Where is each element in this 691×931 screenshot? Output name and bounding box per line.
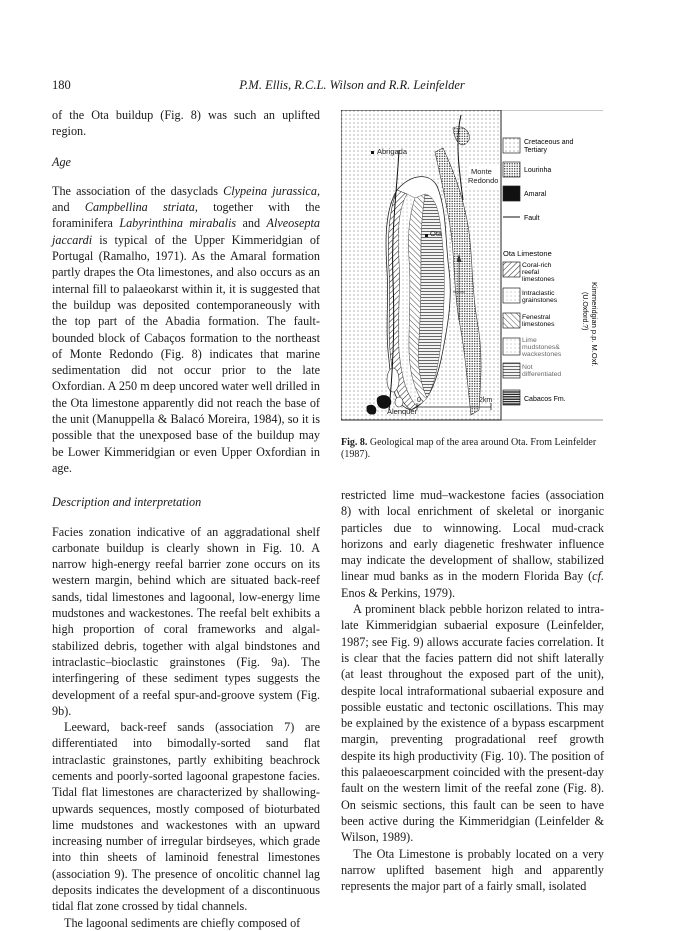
running-authors: P.M. Ellis, R.C.L. Wilson and R.R. Leinfelder [239,78,465,92]
place-alenquer: Alenquer [387,407,418,416]
place-ota: Ota [430,229,443,238]
legend-intraclastic-2: grainstones [522,297,558,304]
right-paragraph-2: A prominent black pebble horizon related to intra-late Kimmeridgian subaerial exposure (Leinfelder, 1987; see Fig. 9) allows accurate facies correlation. It is clear that the facies pattern did not shift laterally (at least throughout the exposed part of the unit), despite local intraformational subaerial exposure and possible eustatic and tectonic oscillations. This may be explained by the existence of a bypass escarpment margin, preventing progradational reef growth despite its high productivity (Fig. 10). The position of this palaeoescarpment coincided with the present-day fault on the western limit of the reefal zone (Fig. 8). On seismic sections, this fault can be seen to have been active during the Kimmeridgian (Leinfelder & Wilson, 1989). [341,602,604,845]
legend-cretaceous-2: Tertiary [524,147,547,154]
page-number: 180 [52,78,71,92]
legend-notdiff-1: Not [522,364,533,371]
description-heading: Description and interpretation [52,495,202,510]
legend-swatch-not-differentiated [503,363,520,378]
geological-map-figure [341,110,606,430]
legend-fault: Fault [524,215,540,222]
place-abrigada: Abrigada [377,147,408,156]
legend-coral-3: limestones [522,276,555,283]
legend-intraclastic-1: Intraclastic [522,290,555,297]
intro-paragraph: of the Ota buildup (Fig. 8) was such an uplifted region. [52,108,320,139]
legend-coral-2: reefal [522,269,540,276]
outlier [387,368,399,392]
legend-age-label-1: Kimmeridgian p.p. M.Oxf. [590,282,599,367]
place-monte-redondo-2: Redondo [468,176,499,185]
town-marker-abrigada [371,151,374,154]
description-paragraph-1: Facies zonation indicative of an aggradational shelf carbonate buildup is clearly shown in Fig. 10. A narrow high-energy reefal barrier zone occurs on its western margin, behind which are situated back-reef sands, tidal limestones and lagoonal, low-energy lime mudstones and wackestones. The reefal belt exhibits a high proportion of coral frameworks and algal-stabilized debris, together with algal bindstones and intraclastic–bioclastic grainstones (Fig. 9a). The interfingering of these sediment types suggests the development of a reefal spur-and-groove system (Fig. 9b). [52,524,320,718]
legend-coral-1: Coral-rich [522,262,552,269]
legend-lourinha: Lourinha [524,167,552,174]
legend-ota-limestone: Ota Limestone [503,249,552,258]
right-paragraph-3: The Ota Limestone is probably located on a very narrow uplifted basement high and apparently represents the major part of a fairly small, isolated [341,846,604,894]
legend-swatch-amaral [503,186,520,201]
figure-caption [341,437,603,461]
legend-lime-1: Lime [522,337,537,344]
legend-swatch-cabacos [503,390,520,405]
description-paragraph-2: Leeward, back-reef sands (association 7) are differentiated into bimodally-sorted sand flat intraclastic grainstones, partly exhibiting beachrock cements and poorly-sorted lagoonal grapestone facies. Tidal flat limestones are characterized by shallowing-upwards sequences, mostly composed of bioturbated lime mudstones and wackestones with an upward increasing number of irregular birdseyes, which grade into thin sheets of laminoid fenestral limestones (association 9). The presence of oncolitic channel lag deposits indicates the development of a discontinuous tidal flat zone crossed by tidal channels. [52,720,320,914]
legend-swatch-coral [503,262,520,277]
right-column [341,487,604,894]
running-header [52,78,652,94]
legend-amaral: Amaral [524,191,547,198]
town-marker-ota [425,234,428,237]
left-column [52,107,320,931]
legend-swatch-lime-mudstones [503,338,520,355]
place-monte-redondo-1: Monte [471,167,492,176]
figure-caption-label: Fig. 8. [341,437,368,448]
outlier [395,397,403,407]
legend-swatch-intraclastic [503,288,520,303]
legend-cretaceous-1: Cretaceous and [524,139,574,146]
age-heading: Age [52,154,71,169]
legend-swatch-fenestral [503,313,520,328]
legend-swatch-cretaceous [503,138,520,153]
description-paragraph-3: The lagoonal sediments are chiefly composed of [64,915,301,930]
map-legend [503,138,599,405]
legend-fenestral-2: limestones [522,321,555,328]
age-paragraph: The association of the dasyclads Clypeina jurassica, and Campbellina striata, together with the foraminifera Labyrinthina mirabalis and Alveosepta jaccardi is typical of the Upper Kimmeridgian of Portugal (Ramalho, 1971). As the Amaral formation partly drapes the Ota limestones, and also occurs as an internal fill to palaeokarst within it, it is suggested that the buildup was deposited contemporaneously with the top part of the Abadia formation. The fault-bounded block of Cabaços formation to the northeast of Monte Redondo (Fig. 8) indicates that marine sedimentation did not occur prior to the late Oxfordian. A 250 m deep uncored water well drilled in the Ota limestone apparently did not reach the base of the unit (Manuppella & Balacó Moreira, 1984), so it is possible that the unexposed base of the buildup may be Lower Kimmeridgian or even Upper Oxfordian in age. [52,183,320,475]
legend-cabacos: Cabacos Fm. [524,396,566,403]
scale-2km: 2km [479,397,493,404]
scale-zero: 0 [417,397,421,404]
legend-fenestral-1: Fenestral [522,314,551,321]
legend-swatch-lourinha [503,162,520,177]
legend-lime-3: wackestones [522,351,562,358]
legend-notdiff-2: differentiated [522,371,562,378]
legend-age-label-2: (U.Oxford.?) [581,292,588,331]
legend-lime-2: mudstones& [522,344,560,351]
right-paragraph-1: restricted lime mud–wackestone facies (association 8) with local enrichment of skeletal or inorganic particles due to winnowing. Local mud-crack horizons and early diagenetic freshwater influence may indicate the development of shallow, stabilized linear mud banks as in the modern Florida Bay (cf. Enos & Perkins, 1979). [341,488,604,600]
figure-caption-text: Geological map of the area around Ota. From Leinfelder (1987). [341,437,597,460]
